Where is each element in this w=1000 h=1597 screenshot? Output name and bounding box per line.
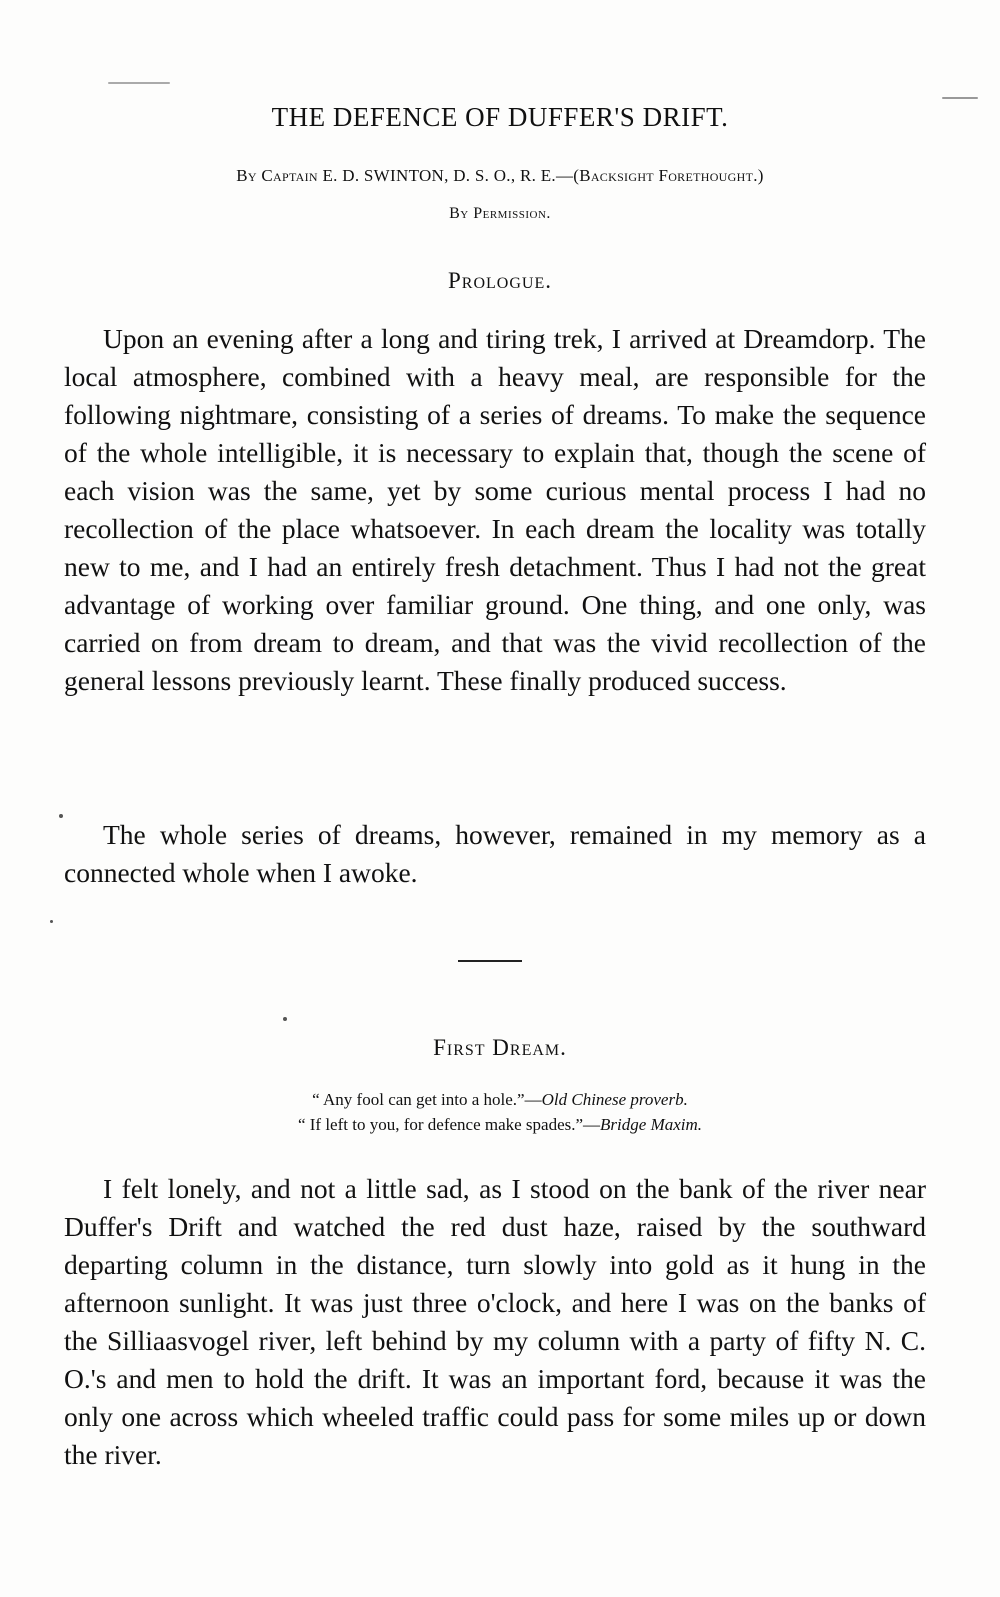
prologue-paragraph: The whole series of dreams, however, remained in my memory as a connected whole when I awoke. bbox=[64, 819, 926, 888]
byline-prefix: By Captain bbox=[236, 166, 318, 185]
epigraph-attribution: Bridge Maxim. bbox=[600, 1115, 703, 1134]
epigraphs bbox=[0, 1087, 1000, 1137]
epigraph-attribution: Old Chinese proverb. bbox=[541, 1090, 688, 1109]
scan-speck bbox=[50, 920, 53, 923]
scan-speck bbox=[283, 1017, 287, 1021]
permission-note: By Permission. bbox=[449, 205, 551, 222]
epigraph-quote: “ If left to you, for defence make spades.”— bbox=[297, 1115, 601, 1134]
byline-author: E. D. SWINTON, D. S. O., R. E. bbox=[322, 166, 556, 185]
scan-speck bbox=[942, 97, 978, 99]
byline-close: ) bbox=[757, 166, 764, 185]
scan-speck bbox=[59, 814, 63, 818]
section-divider bbox=[458, 960, 522, 962]
prologue-heading: Prologue. bbox=[448, 268, 552, 293]
epigraph-quote: “ Any fool can get into a hole.”— bbox=[312, 1090, 542, 1109]
byline-dash: —( bbox=[555, 166, 580, 185]
first-dream-heading: First Dream. bbox=[433, 1035, 567, 1060]
scan-speck bbox=[108, 82, 170, 84]
author-byline bbox=[60, 165, 940, 187]
chapter-title: THE DEFENCE OF DUFFER'S DRIFT. bbox=[271, 102, 729, 132]
prologue-paragraph: Upon an evening after a long and tiring trek, I arrived at Dreamdorp. The local atmosphere, combined with a heavy meal, are responsible for the following nightmare, consisting of a series of dreams. To make the sequence of the whole intelligible, it is necessary to explain that, though the scene of each vision was the same, yet by some curious mental process I had no recollection of the place whatsoever. In each dream the locality was totally new to me, and I had an entirely fresh detachment. Thus I had not the great advantage of working over familiar ground. One thing, and one only, was carried on from dream to dream, and that was the vivid recollection of the general lessons previously learnt. These finally produced success. bbox=[64, 323, 926, 696]
first-dream-paragraph: I felt lonely, and not a little sad, as I stood on the bank of the river near Duffer's Drift and watched the red dust haze, raised by the southward departing column in the distance, turn slowly into gold as it hung in the afternoon sunlight. It was just three o'clock, and here I was on the banks of the Silliaasvogel river, left behind by my column with a party of fifty N. C. O.'s and men to hold the drift. It was an important ford, because it was the only one across which wheeled traffic could pass for some miles up or down the river. bbox=[64, 1173, 926, 1470]
epigraph bbox=[0, 1087, 1000, 1112]
epigraph bbox=[0, 1112, 1000, 1137]
byline-pseudonym: Backsight Forethought. bbox=[579, 166, 758, 185]
